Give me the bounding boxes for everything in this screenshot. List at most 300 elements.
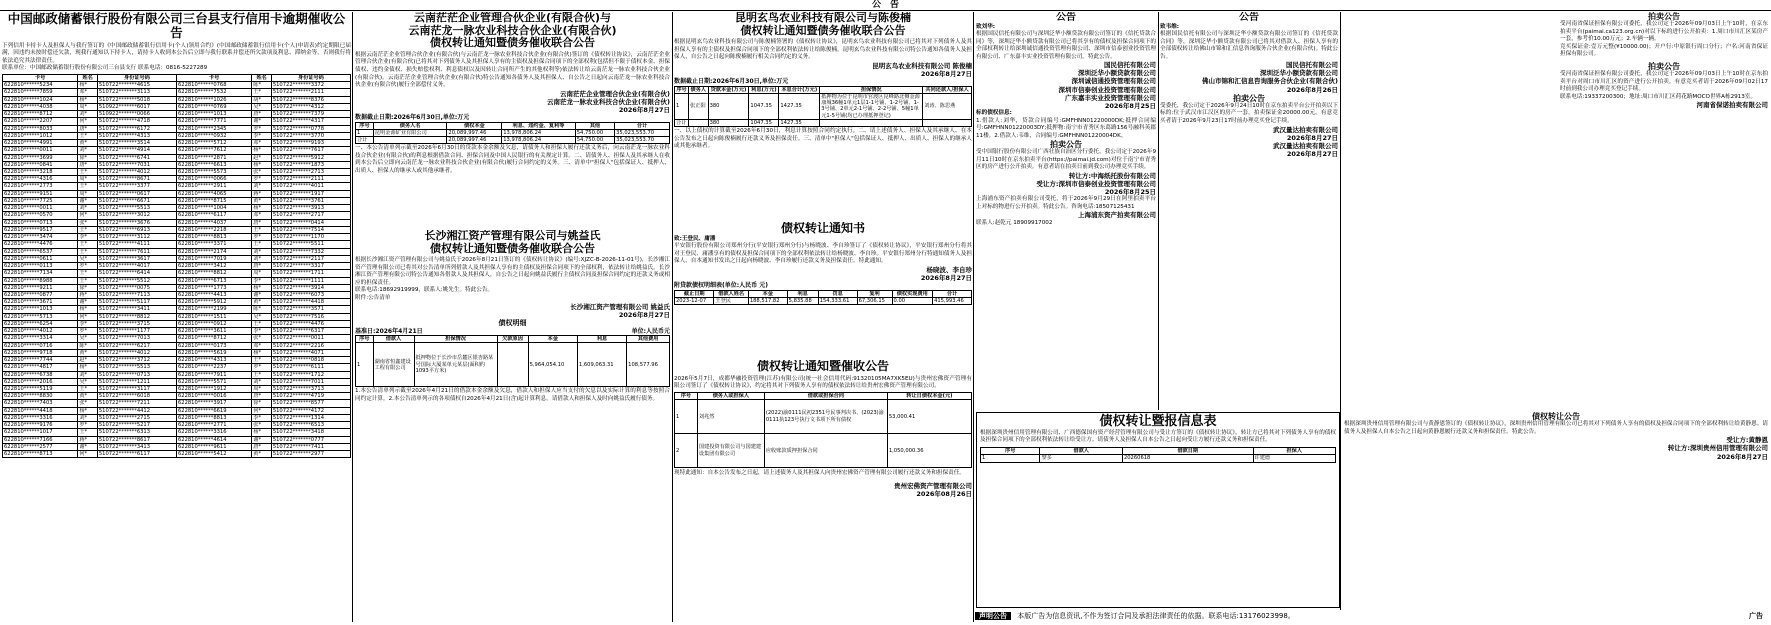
col-header: 本息合计(万元)	[779, 86, 820, 93]
table-cell: 何*	[78, 118, 98, 125]
notice-date: 2026年8月27日	[1286, 149, 1338, 158]
table-cell: 杨*	[78, 82, 98, 89]
notice-notes: 一、以上债权的计算截至2026年6月30日，利息计算按照合同约定执行。二、请上述债务人、担保人及其承继人、在本公告发布之日起向陈俊楠履行还款义务及担保责任。三、清单中"担保人"包括保证人、抵押人、出质人、担保人的继承人或其他承继者。	[674, 128, 972, 150]
table-header-row	[675, 392, 972, 399]
table-cell: 510722*******7113	[97, 291, 176, 298]
table-cell: 622810******7403	[3, 400, 78, 407]
signature-line: 武汉量达拍卖有限公司	[1273, 141, 1338, 150]
table-cell: 王*	[78, 277, 98, 284]
table-cell: 67,306.15	[857, 297, 892, 304]
table-cell	[497, 343, 528, 387]
table-cell: 王*	[78, 241, 98, 248]
notice-title: 中国邮政储蓄银行股份有限公司三台县支行信用卡逾期催收公告	[7, 12, 346, 41]
table-row	[3, 306, 351, 313]
table-row	[3, 248, 351, 255]
table-row	[3, 118, 351, 125]
table-row	[3, 154, 351, 161]
table-cell: 罗*	[78, 422, 98, 429]
table-cell: 黄*	[78, 349, 98, 356]
table-cell: 510722*******5912	[271, 154, 350, 161]
table-cell: 622810******3218	[3, 168, 78, 175]
footer-tag: 声明公告	[975, 612, 1011, 620]
table-cell: 李*	[78, 320, 98, 327]
table-cell: 622810******7166	[3, 436, 78, 443]
notice-body: 2026年5月7日，成都华融投资管理(江苏)有限公司(统一社会信用代码:91320105MA7XK5EU)与贵州宏佛资产管理有限公司签订了《债权转让协议》，约定将其对下列债务人享有的债权依法转让给贵州宏佛资产管理有限公司。	[674, 375, 972, 390]
notice-heading: 债权转让公告	[1532, 412, 1580, 421]
table-cell: 622810******7532	[176, 89, 251, 96]
table-cell: 622810******8813	[176, 234, 251, 241]
table-cell: 510722*******6117	[97, 451, 176, 458]
table-cell: 622810******6537	[3, 248, 78, 255]
table-cell: 510722*******3913	[271, 205, 350, 212]
table-cell: 510722*******4012	[97, 168, 176, 175]
table-cell: 622810******0570	[3, 212, 78, 219]
notice-body: 根据深圳贵州信用管理有限公司、广西德保国有资产经营管理有限公司与受让方签订的《债权转让协议》，转让方已将其对下列债务人享有的债权及担保合同项下的全部权利依法转让给受让方。请债务人及担保人自本公告之日起向受让方履行还款义务和担保责任。	[980, 429, 1336, 444]
table-cell: 张*	[78, 400, 98, 407]
col-header: 姓名	[78, 74, 98, 81]
table-cell: 赵*	[252, 154, 272, 161]
table-row	[3, 320, 351, 327]
detail-subtitle: 债权明细	[498, 318, 527, 327]
auction-body: 竞买保证金:壹万元整(¥10000.00)；开户行:中原银行周口分行；户名:河南省保证担保有限公司。	[1560, 43, 1768, 58]
col-header: 共同还款人/担保人	[923, 86, 972, 93]
signature-line: 云南茫龙一脉农业科技合伙企业(有限合伙)	[547, 97, 670, 106]
table-cell: 622810******7612	[176, 147, 251, 154]
table-row	[3, 335, 351, 342]
table-cell: 2023-12-07	[675, 297, 714, 304]
table-cell: 罗*	[252, 234, 272, 241]
table-cell: 510722*******7411	[271, 443, 350, 450]
table-cell: 622810******8813	[176, 414, 251, 421]
table-cell: 622810******0066	[176, 176, 251, 183]
table-cell: 510722*******3514	[97, 140, 176, 147]
table-cell: 380	[708, 119, 749, 126]
table-cell	[689, 119, 709, 126]
table-row	[3, 197, 351, 204]
signature-line: 云南茫茫企业管理合伙企业(有限合伙)	[560, 89, 670, 98]
table-cell: 1	[356, 343, 374, 387]
table-cell: 杨*	[78, 306, 98, 313]
notice-body: 平安银行股份有限公司郑州分行(平安银行郑州分行)与杨晓波、李自珍签订了《债权转让协议》，平安银行郑州分行将其对王登民、庸潘享有的债权及担保合同项下的全部权利依法转让给杨晓波、李自珍。平安银行郑州分行特通知债务人及担保人，自本通知书发出之日起向杨晓波、李自珍履行还款义务及担保责任。特此通知。	[674, 243, 972, 265]
table-cell: 罗*	[252, 176, 272, 183]
target-title: 标的债权信息:	[976, 109, 1012, 116]
table-cell: 510722*******8577	[271, 400, 350, 407]
footer-label: 广告	[1749, 612, 1763, 620]
col-header: 债务人或担保人	[697, 392, 764, 399]
column-divider	[1340, 12, 1341, 610]
signature-line: 广东嘉丰实业投资管理有限公司	[1065, 93, 1156, 102]
col-header: 借款人	[373, 336, 414, 343]
table-cell: 622810******0011	[3, 147, 78, 154]
table-cell: 510722*******2216	[271, 342, 350, 349]
column-divider	[352, 12, 353, 622]
auction-title: 拍卖公告	[1050, 140, 1082, 150]
auction-title: 拍卖公告	[1233, 93, 1265, 103]
table-cell: 622810******0173	[176, 342, 251, 349]
table-cell: 510922*******0066	[97, 111, 176, 118]
table-cell: 108,577.96	[627, 343, 670, 387]
table-cell: 510722*******3377	[97, 183, 176, 190]
table-cell: 622810******9151	[3, 190, 78, 197]
table-cell: 杨*	[252, 205, 272, 212]
table-cell: 622810******5119	[3, 386, 78, 393]
table-cell: 刘*	[252, 255, 272, 262]
col-header: 合计	[615, 122, 670, 129]
table-cell: 5,964,054.10	[528, 343, 577, 387]
column-divider	[1158, 12, 1159, 410]
table-cell: 510722*******7211	[97, 400, 176, 407]
table-cell: 许建德	[1253, 455, 1336, 462]
auction-body: 联系电话:19337200300；地址:周口市川汇区荷花路MOCO世界A栋2913室。	[1560, 93, 1756, 100]
table-cell: 53,000.41	[887, 400, 971, 434]
data-cutoff: 基准日:2026年4月21日	[355, 327, 423, 335]
table-cell: 510722*******4071	[271, 349, 350, 356]
col-header: 其他费用	[627, 336, 670, 343]
table-cell: 622810******3412	[176, 263, 251, 270]
table-cell: 胡*	[252, 96, 272, 103]
table-cell: 510722*******2717	[271, 212, 350, 219]
table-cell: 622810******9211	[3, 284, 78, 291]
table-cell: 510722*******4719	[271, 393, 350, 400]
notice-date: 2026年8月27日	[1286, 133, 1338, 142]
table-cell: 622810******5234	[3, 82, 78, 89]
table-row	[3, 176, 351, 183]
table-cell: 王登民	[714, 297, 748, 304]
table-cell: 510722*******4914	[97, 147, 176, 154]
table-cell: 622810******1013	[176, 111, 251, 118]
table-cell: 王*	[78, 168, 98, 175]
col-header: 欠款原因	[497, 336, 528, 343]
table-cell: 1	[675, 93, 689, 119]
table-cell: 622810******7771	[176, 118, 251, 125]
table-row	[3, 212, 351, 219]
table-cell: 622810******3314	[3, 335, 78, 342]
table-cell: 湖南省恒鑫建设工程有限公司	[373, 343, 414, 387]
table-row	[3, 400, 351, 407]
table-cell: 622810******8712	[3, 111, 78, 118]
table-row	[981, 455, 1336, 462]
table-cell: 622810******1024	[3, 96, 78, 103]
table-header-row	[675, 290, 972, 297]
table-cell: 622810******6738	[3, 371, 78, 378]
table-row	[3, 357, 351, 364]
table-cell: 510722*******4017	[97, 263, 176, 270]
table-cell: 622810******2218	[176, 226, 251, 233]
table-cell: 王*	[78, 226, 98, 233]
notice-addressee: 致韦维:	[1160, 23, 1180, 30]
table-cell: 510722*******1111	[271, 277, 350, 284]
table-cell: 王*	[78, 248, 98, 255]
table-cell: 510722*******3117	[97, 386, 176, 393]
table-cell: 谢*	[78, 299, 98, 306]
table-cell: 622810******8830	[3, 393, 78, 400]
notice-body: 根据深圳贵州信用管理有限公司与黄静恩签订的《债权转让协议》，深圳贵州信用管理有限公司已将其对下列债务人享有的债权及担保合同项下的全部权利转让给黄静恩。请债务人及担保人自本公告之日起向黄静恩履行还款义务和担保责任。特此公告。	[1344, 421, 1768, 435]
signature-line: 深圳泛华小额贷款有限公司	[1260, 69, 1338, 78]
table-cell: 周*	[252, 270, 272, 277]
table-cell: 510722*******7516	[271, 313, 350, 320]
table-cell: 622810******4614	[176, 436, 251, 443]
table-cell: 622810******5573	[176, 168, 251, 175]
table-cell: 陈*	[78, 342, 98, 349]
table-total-row	[356, 137, 670, 144]
table-cell: 510722*******4317	[271, 118, 350, 125]
col-header: 债务人	[690, 86, 707, 93]
table-cell: 510722*******4412	[97, 407, 176, 414]
table-cell: 谢*	[78, 197, 98, 204]
table-cell: 吴*	[78, 378, 98, 385]
signature-line: 受让方:深圳市信泰创业投资管理有限公司	[1036, 180, 1156, 189]
notice-date: 2026年8月25日	[1104, 188, 1156, 197]
table-cell: 510722*******0075	[97, 284, 176, 291]
col-header: 借款或担保合同	[764, 392, 887, 399]
col-header: 利息	[577, 336, 626, 343]
table-cell: 510722*******3761	[271, 197, 350, 204]
table-cell: 王*	[252, 371, 272, 378]
table-cell: 622810******0011	[3, 205, 78, 212]
table-cell: 罗*	[252, 125, 272, 132]
table-cell: 510722*******0818	[271, 357, 350, 364]
table-cell: 合计	[675, 119, 689, 126]
table-cell: 黄*	[252, 197, 272, 204]
table-cell: 622810******0713	[3, 219, 78, 226]
table-cell: 622810******9176	[3, 422, 78, 429]
table-cell: 622810******6619	[176, 407, 251, 414]
notice-transfer-letter	[674, 222, 972, 352]
table-cell: 唐*	[78, 161, 98, 168]
table-cell: 20,089,997.46	[447, 137, 502, 144]
table-cell: 510722*******9193	[271, 140, 350, 147]
table-cell: 1,609,063.31	[577, 343, 626, 387]
table-cell: 510722*******4313	[97, 132, 176, 139]
column-divider	[672, 12, 673, 622]
table-cell: 刘*	[78, 414, 98, 421]
notice-body: 根据国民信托有限公司与深圳泛华小额贷款有限公司签订的《信托贷款合同》等，深圳泛华小额贷款有限公司已将其享有的债权及担保合同项下的全部权利转让给深圳诚信通投资管理有限公司、深圳市信泰创业投资管理有限公司、广东嘉丰实业投资管理有限公司。特此公告。	[976, 31, 1156, 60]
table-cell: 刘兆然	[697, 400, 764, 434]
table-cell: 622810******4316	[3, 176, 78, 183]
table-cell: 622810******9718	[3, 349, 78, 356]
table-cell: 王*	[78, 132, 98, 139]
table-cell: 510722*******4012	[97, 349, 176, 356]
table-row	[3, 219, 351, 226]
table-cell: 510722*******3413	[97, 443, 176, 450]
table-cell: 622810******4418	[3, 407, 78, 414]
notice-contact: 联系单位：中国邮政储蓄银行股份有限公司三台县支行 联系电话：0816-5227289	[2, 65, 208, 72]
table-cell: 510722*******3712	[97, 357, 176, 364]
table-cell: 5,835.88	[787, 297, 818, 304]
table-cell: 622810******3917	[176, 400, 251, 407]
table-cell: 510722*******3715	[97, 320, 176, 327]
unit-label: 单位:人民币元	[631, 327, 670, 335]
table-cell: 622810******5619	[176, 349, 251, 356]
table-cell: 510722*******6111	[271, 364, 350, 371]
table-cell: 510722*******7013	[97, 335, 176, 342]
table-cell: 张*	[252, 422, 272, 429]
notice-transfer-announcement	[1344, 412, 1768, 608]
signature-line: 国民信托有限公司	[1104, 61, 1156, 70]
table-cell: 622810******8712	[176, 335, 251, 342]
col-header: 贷款本金(万元)	[708, 86, 749, 93]
table-cell: 510722*******1711	[271, 270, 350, 277]
table-cell: 1,050,000.36	[887, 434, 971, 468]
table-row	[3, 414, 351, 421]
table-row	[3, 436, 351, 443]
table-cell: 54,750.00	[575, 137, 614, 144]
table-cell: 622810******6117	[176, 212, 251, 219]
table-cell: 622810******8988	[3, 277, 78, 284]
table-cell: 622810******4313	[176, 357, 251, 364]
notice-date: 2026年8月27日	[920, 274, 972, 283]
table-cell: 622810******2237	[176, 364, 251, 371]
table-row	[3, 299, 351, 306]
table-cell: 622810******5571	[176, 378, 251, 385]
table-cell: 622810******2016	[3, 378, 78, 385]
signature-line: 转让方:深圳贵州信用管理有限公司	[1667, 444, 1768, 453]
table-cell: 张正阳	[689, 93, 709, 119]
notice-date: 2026年8月27日	[618, 310, 670, 319]
table-caption-row	[355, 328, 670, 336]
table-cell: 622810******2871	[176, 154, 251, 161]
table-cell: 622810******2911	[176, 183, 251, 190]
table-row	[3, 111, 351, 118]
table-cell: 510722*******1712	[271, 371, 350, 378]
table-row	[3, 183, 351, 190]
notice-title-line: 昆明玄鸟农业科技有限公司与陈俊楠	[735, 12, 911, 24]
table-row	[356, 343, 670, 387]
table-cell: 510722*******0778	[271, 125, 350, 132]
auction-heading: 拍卖公告	[1648, 12, 1680, 21]
table-cell: 622810******4413	[176, 291, 251, 298]
table-cell: 622810******7134	[3, 270, 78, 277]
table-cell: 510722*******4718	[97, 118, 176, 125]
table-header-row	[675, 86, 972, 93]
table-cell: 510722*******6313	[97, 429, 176, 436]
table-cell: 何*	[78, 313, 98, 320]
table-cell: 622810******3316	[3, 414, 78, 421]
table-row	[356, 129, 670, 136]
table-row	[3, 349, 351, 356]
table-row	[3, 96, 351, 103]
table-cell: 王*	[252, 241, 272, 248]
table-cell: 昆明金源矿业有限公司	[373, 129, 447, 136]
table-cell: 510722*******3012	[97, 212, 176, 219]
table-row	[675, 434, 972, 468]
col-header: 序号	[356, 122, 374, 129]
table-total-row	[675, 119, 972, 126]
table-cell: 抵押物为位于昆明市官渡区昆峰路北侧金源康城36幢1单元1层1-1号铺、1-2号铺、1-3号铺、2单元2-1号铺、2-2号铺、5幢1单元1-5号铺(均已办理抵押登记)	[820, 93, 923, 119]
table-cell: 622810******5412	[176, 451, 251, 458]
table-cell: 20,089,997.46	[447, 129, 502, 136]
table-cell: 1427.35	[779, 119, 820, 126]
table-cell: 510722*******3317	[271, 263, 350, 270]
table-cell: 1047.35	[749, 119, 779, 126]
target-body: 1.借款人:刘华，贷款合同编号:GMFHNN01220000DK;抵押合同编号:GMFHNN01220003DY;抵押物:南宁市青秀区东葛路156号融科英郡11楼。2.借款人:韦维，合同编号:GMFHNN01220004DK。	[976, 117, 1156, 139]
notice-announcement-1	[976, 12, 1156, 424]
table-cell: 622810******6254	[3, 320, 78, 327]
table-cell: 1427.35	[779, 93, 820, 119]
table-cell: 杨*	[252, 161, 272, 168]
table-cell: 吴*	[78, 255, 98, 262]
table-cell: 刘*	[252, 183, 272, 190]
table-cell: (2022)渝0111民初2351号民事判决书、(2023)渝0111执123号执行文书项下所有债权	[764, 400, 887, 434]
table-cell: 510722*******2117	[271, 255, 350, 262]
table-cell: 蒋*	[78, 436, 98, 443]
table-cell: 622810******1012	[3, 132, 78, 139]
table-cell: 杨*	[252, 349, 272, 356]
col-header: 序号	[675, 392, 698, 399]
signature-line: 杨晓波、李自珍	[926, 265, 972, 274]
table-cell: 622810******2773	[3, 183, 78, 190]
table-cell: 510722*******1170	[271, 234, 350, 241]
col-header: 复利	[857, 290, 892, 297]
contact-line: 联系人:赵乾元 18909917002	[976, 219, 1053, 226]
table-cell: 蒋*	[252, 190, 272, 197]
table-cell: 13,978,806.24	[502, 129, 576, 136]
table-cell: 0.00	[892, 297, 933, 304]
table-row	[3, 168, 351, 175]
table-cell: 510722*******0414	[271, 219, 350, 226]
notice-notes: 1.本公告清单列示截至2026年4月21日的借款本金余额及欠息，借款人和担保人应当支付的欠息以及实际计算的利息等按照合同约定计算。2.本公告清单列示的各项债权自2026年4月21日(含)起计算利息。请借款人和担保人及时向姚益氏履行债务。	[355, 388, 670, 402]
table-cell: 罗*	[78, 328, 98, 335]
table-cell: 510722*******1873	[271, 161, 350, 168]
table-cell: 李*	[252, 414, 272, 421]
data-cutoff: 数据截止日期:2026年6月30日,单位:万元	[674, 78, 789, 86]
auction-heading: 拍卖公告	[1648, 61, 1680, 71]
table-cell: 622810******1013	[3, 306, 78, 313]
table-cell: 510922*******6017	[97, 103, 176, 110]
table-cell: 510722*******3571	[271, 306, 350, 313]
table-cell: 510722*******8376	[271, 96, 350, 103]
table-cell: 王*	[78, 270, 98, 277]
detail-table	[355, 335, 670, 387]
table-cell: 杨*	[78, 364, 98, 371]
table-row	[675, 93, 972, 119]
signature-line: 武汉量达拍卖有限公司	[1273, 125, 1338, 134]
table-cell: 张*	[252, 335, 272, 342]
table-cell: 邓*	[252, 140, 272, 147]
notice-title-line: 债权转让通知暨债务催收联合公告	[740, 23, 906, 37]
table-cell: 510722*******6172	[97, 125, 176, 132]
table-cell: 622810******4012	[3, 328, 78, 335]
signature-line: 深圳泛华小额贷款有限公司	[1078, 69, 1156, 78]
table-cell: 510722*******1917	[271, 190, 350, 197]
signature-line: 佛山市锦和汇信息咨询服务合伙企业(有限合伙)	[1202, 77, 1338, 86]
table-cell: 622810******4065	[176, 190, 251, 197]
signature-line: 长沙湘江资产管理有限公司 姚益氏	[570, 302, 670, 311]
table-row	[3, 263, 351, 270]
table-cell: 李*	[252, 328, 272, 335]
table-cell: 510722*******6217	[97, 342, 176, 349]
column-divider	[973, 12, 974, 622]
table-row	[3, 125, 351, 132]
table-cell: 415,993.46	[933, 297, 972, 304]
table-row	[3, 393, 351, 400]
table-cell: 杨*	[252, 147, 272, 154]
table-cell: 徐*	[78, 154, 98, 161]
col-header: 序号	[356, 336, 374, 343]
table-cell: 510722*******6741	[97, 154, 176, 161]
table-cell: 黄*	[252, 299, 272, 306]
col-header: 利息	[787, 290, 818, 297]
table-cell: 1047.35	[749, 93, 779, 119]
table-cell: 何*	[78, 451, 98, 458]
notice-addressee: 致:王登民、庸潘	[674, 235, 716, 242]
footer-text: 本版广告为信息资讯,不作为签订合同及承担法律责任的依据。联系电话:13176023998。	[1017, 612, 1295, 620]
table-cell: 20260618	[1122, 455, 1253, 462]
table-cell: 黄*	[78, 140, 98, 147]
table-cell: 622810******0932	[176, 132, 251, 139]
table-cell: 510722*******3372	[271, 82, 350, 89]
table-cell: 510722*******6671	[97, 197, 176, 204]
